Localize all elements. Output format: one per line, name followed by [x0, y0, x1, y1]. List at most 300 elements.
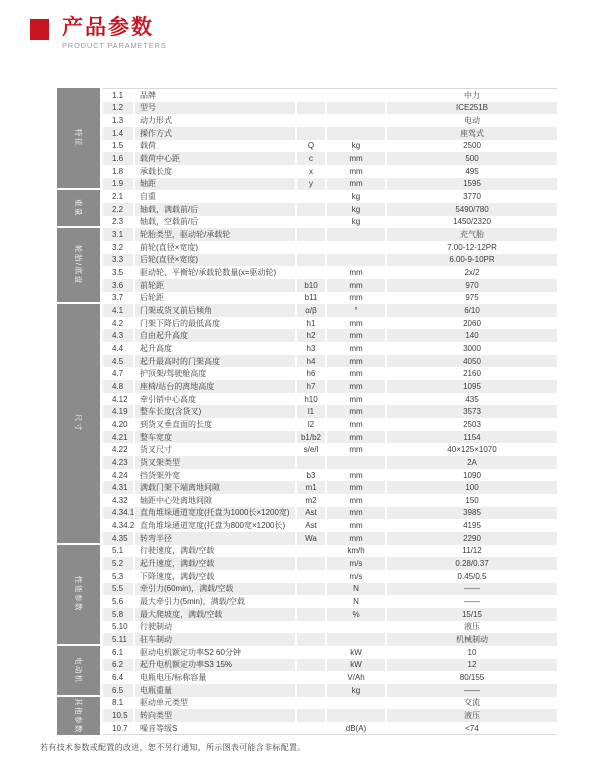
param-value: 3770 [463, 192, 481, 202]
section-rows [103, 190, 557, 228]
param-unit [327, 621, 385, 634]
param-value: 3985 [387, 507, 557, 520]
param-unit: mm [327, 380, 385, 393]
param-symbol: Ast [305, 521, 317, 531]
param-symbol: m2 [305, 495, 317, 505]
param-label: 门架下降后的最低高度 [140, 318, 220, 328]
table-row [103, 89, 557, 102]
param-label: 驱动单元类型 [140, 698, 188, 708]
param-value: 970 [387, 279, 557, 292]
param-unit: kg [327, 203, 385, 216]
param-unit: mm [349, 343, 363, 353]
param-value: 40×125×1070 [447, 445, 497, 455]
section-rows [103, 545, 557, 646]
table-row [103, 367, 557, 380]
section-sidebar [57, 304, 100, 544]
param-unit: % [327, 608, 385, 621]
param-label: 载荷 [140, 141, 156, 151]
param-symbol: h2 [297, 329, 325, 342]
param-unit: V/Ah [347, 673, 365, 683]
table-row [103, 114, 557, 127]
table-row [103, 190, 557, 203]
param-label: 行驶制动 [140, 622, 172, 632]
table-row [103, 241, 557, 254]
param-unit: mm [349, 166, 363, 176]
param-label: 动力形式 [140, 116, 172, 126]
row-number: 6.4 [112, 673, 124, 683]
param-unit [327, 697, 385, 710]
param-symbol: c [297, 152, 325, 165]
param-value: 4195 [463, 521, 481, 531]
param-unit: mm [327, 178, 385, 191]
row-number: 4.1 [103, 304, 133, 317]
table-row [103, 595, 557, 608]
section-label: 尺寸 [74, 414, 83, 433]
section-rows [103, 304, 557, 544]
table-row [103, 532, 557, 545]
row-number: 4.7 [112, 369, 124, 379]
param-label: 起升高度 [140, 343, 172, 353]
param-value: 6.00-9-10PR [387, 254, 557, 267]
section-rows [103, 228, 557, 304]
param-symbol [297, 671, 325, 684]
section-rows [103, 697, 557, 736]
section-sidebar [57, 228, 100, 304]
param-label: 牵引力(60min)，满载/空载 [135, 583, 295, 596]
row-number: 2.3 [112, 217, 124, 227]
param-value: 150 [465, 495, 479, 505]
table-section [57, 88, 557, 190]
param-label: 驻车制动 [135, 633, 295, 646]
param-label: 自重 [140, 192, 156, 202]
row-number: 1.9 [103, 178, 133, 191]
param-label: 直角堆垛通道宽度(托盘为1000长×1200宽) [135, 507, 295, 520]
table-row [103, 216, 557, 229]
param-symbol [297, 190, 325, 203]
header-text [62, 10, 167, 50]
param-unit: dB(A) [345, 723, 367, 733]
row-number: 4.35 [103, 532, 133, 545]
row-number: 5.2 [103, 557, 133, 570]
param-label: 前轮距 [135, 279, 295, 292]
table-row [103, 355, 557, 368]
param-unit: kW [350, 647, 362, 657]
row-number: 5.10 [112, 622, 128, 632]
param-unit: kW [327, 659, 385, 672]
param-value: 2060 [463, 318, 481, 328]
param-label: 起升最高时的门架高度 [135, 355, 295, 368]
row-number: 10.7 [112, 723, 128, 733]
param-label: 行驶速度，满载/空载 [140, 546, 215, 556]
param-value: ICE251B [387, 102, 557, 115]
param-symbol [297, 697, 325, 710]
table-row [103, 165, 557, 178]
param-value: 交流 [464, 698, 480, 708]
param-unit: mm [327, 279, 385, 292]
table-row [103, 152, 557, 165]
table-row [103, 469, 557, 482]
section-sidebar [57, 545, 100, 646]
param-unit [327, 254, 385, 267]
param-unit: mm [349, 495, 363, 505]
param-symbol [297, 254, 325, 267]
row-number: 1.4 [103, 127, 133, 140]
param-label: 挡货架外宽 [140, 470, 180, 480]
table-row [103, 519, 557, 532]
param-value: 机械制动 [387, 633, 557, 646]
row-number: 4.22 [112, 445, 128, 455]
param-symbol: h4 [297, 355, 325, 368]
param-value: 电动 [464, 116, 480, 126]
table-row [103, 659, 557, 672]
row-number: 4.12 [112, 394, 128, 404]
row-number: 4.23 [103, 456, 133, 469]
table-section [57, 228, 557, 304]
table-row [103, 443, 557, 456]
param-value: 10 [467, 647, 477, 657]
row-number: 5.8 [103, 608, 133, 621]
table-row [103, 621, 557, 634]
section-sidebar [57, 88, 100, 190]
param-label: 自由起升高度 [135, 329, 295, 342]
table-row [103, 405, 557, 418]
param-unit [327, 89, 385, 102]
page-header [30, 10, 167, 50]
table-row [103, 304, 557, 317]
row-number: 1.6 [103, 152, 133, 165]
row-number: 3.7 [112, 293, 124, 303]
param-value: 2290 [387, 532, 557, 545]
param-label: 轴距中心处离地间隙 [140, 495, 212, 505]
param-unit: mm [349, 268, 363, 278]
param-unit: mm [327, 405, 385, 418]
param-label: 电瓶重量 [135, 684, 295, 697]
row-number: 1.3 [112, 116, 124, 126]
param-unit: mm [349, 470, 363, 480]
param-unit [327, 228, 385, 241]
table-row [103, 709, 557, 722]
table-row [103, 178, 557, 191]
param-symbol [297, 456, 325, 469]
param-value: —— [387, 583, 557, 596]
param-label: 货叉尺寸 [140, 445, 172, 455]
param-unit [327, 114, 385, 127]
param-label: 起升速度，满载/空载 [135, 557, 295, 570]
param-symbol [297, 621, 325, 634]
section-label: 重量 [74, 199, 83, 218]
param-label: 转向类型 [135, 709, 295, 722]
row-number: 4.5 [103, 355, 133, 368]
section-sidebar-block [57, 228, 100, 302]
param-unit: mm [349, 394, 363, 404]
row-number: 4.4 [112, 343, 124, 353]
row-number: 3.5 [112, 268, 124, 278]
param-label: 座椅/站台的离地高度 [135, 380, 295, 393]
param-value: —— [464, 597, 480, 607]
param-symbol [297, 595, 325, 608]
row-number: 4.34.2 [112, 521, 135, 531]
row-number: 6.5 [103, 684, 133, 697]
table-row [103, 329, 557, 342]
brand-red-square [30, 19, 49, 40]
param-label: 噪音等级S [140, 723, 178, 733]
param-value: 11/12 [462, 546, 482, 556]
table-row [103, 254, 557, 267]
param-value: <74 [465, 723, 479, 733]
param-unit [327, 102, 385, 115]
param-value: 80/155 [459, 673, 485, 683]
param-value: 1090 [463, 470, 481, 480]
param-value: 液压 [464, 622, 480, 632]
param-symbol [297, 127, 325, 140]
section-sidebar-block [57, 304, 100, 542]
param-unit: m/s [349, 571, 363, 581]
param-label: 轴载，满载前/后 [135, 203, 295, 216]
param-symbol: α/β [297, 304, 325, 317]
param-value: 7.00-12-12PR [447, 242, 497, 252]
table-row [103, 494, 557, 507]
param-unit: kg [351, 141, 361, 151]
row-number: 4.34.1 [103, 507, 133, 520]
param-unit: mm [327, 532, 385, 545]
param-symbol [297, 114, 325, 127]
param-value: 140 [387, 329, 557, 342]
param-label: 品牌 [140, 90, 156, 100]
param-symbol [297, 570, 325, 583]
param-label: 后轮距 [140, 293, 164, 303]
param-label: 货叉架类型 [135, 456, 295, 469]
row-number: 2.1 [112, 192, 124, 202]
row-number: 4.3 [103, 329, 133, 342]
param-unit: mm [349, 521, 363, 531]
param-value: 4050 [387, 355, 557, 368]
param-label: 起升电机额定功率S3 15% [135, 659, 295, 672]
table-row [103, 228, 557, 241]
row-number: 4.32 [112, 495, 128, 505]
table-row [103, 317, 557, 330]
param-unit: mm [349, 293, 363, 303]
param-symbol [297, 722, 325, 735]
section-rows [103, 88, 557, 190]
row-number: 4.21 [103, 431, 133, 444]
param-symbol [297, 608, 325, 621]
param-value: 1154 [387, 431, 557, 444]
table-row [103, 266, 557, 279]
table-row [103, 342, 557, 355]
table-row [103, 583, 557, 596]
param-label: 转弯半径 [135, 532, 295, 545]
table-row [103, 633, 557, 646]
table-row [103, 608, 557, 621]
param-symbol [297, 709, 325, 722]
table-row [103, 481, 557, 494]
row-number: 4.31 [103, 481, 133, 494]
param-label: 整车长度(含货叉) [135, 405, 295, 418]
param-value: 100 [387, 481, 557, 494]
section-sidebar-block [57, 646, 100, 695]
row-number: 1.5 [112, 141, 124, 151]
param-label: 载荷中心距 [135, 152, 295, 165]
table-row [103, 557, 557, 570]
table-row [103, 102, 557, 115]
param-label: 到货叉垂直面的长度 [140, 419, 212, 429]
table-row [103, 507, 557, 520]
row-number: 3.2 [112, 242, 124, 252]
table-row [103, 279, 557, 292]
param-symbol: Q [307, 141, 315, 151]
param-symbol [297, 241, 325, 254]
param-unit: mm [327, 152, 385, 165]
section-sidebar [57, 190, 100, 228]
param-value: 3000 [463, 343, 481, 353]
row-number: 3.1 [103, 228, 133, 241]
param-value: 2500 [463, 141, 481, 151]
param-label: 下降速度，满载/空载 [140, 571, 215, 581]
param-symbol: b11 [304, 293, 318, 303]
row-number: 4.20 [112, 419, 128, 429]
table-row [103, 671, 557, 684]
param-unit: mm [349, 318, 363, 328]
table-row [103, 380, 557, 393]
row-number: 4.24 [112, 470, 128, 480]
param-value: 中力 [464, 90, 480, 100]
param-symbol: y [297, 178, 325, 191]
param-label: 门架或货叉前后倾角 [135, 304, 295, 317]
row-number: 5.1 [112, 546, 124, 556]
row-number: 10.5 [103, 709, 133, 722]
page-title: 产品参数 [62, 16, 154, 39]
param-unit: mm [327, 355, 385, 368]
table-row [103, 456, 557, 469]
param-label: 直角堆垛通道宽度(托盘为800宽×1200长) [140, 521, 286, 531]
param-unit: mm [327, 507, 385, 520]
param-symbol: Wa [297, 532, 325, 545]
param-symbol: h3 [306, 343, 316, 353]
param-symbol [297, 557, 325, 570]
table-row [103, 646, 557, 659]
section-label: 其他参数 [74, 697, 83, 734]
row-number: 1.1 [112, 90, 124, 100]
row-number: 8.1 [112, 698, 124, 708]
param-symbol [297, 545, 325, 558]
param-value: 1595 [387, 178, 557, 191]
param-value: 1450/2320 [453, 217, 491, 227]
param-value: 2A [387, 456, 557, 469]
table-row [103, 684, 557, 697]
param-symbol [297, 646, 325, 659]
table-row [103, 570, 557, 583]
param-unit: kg [351, 217, 361, 227]
table-row [103, 722, 557, 735]
section-rows [103, 646, 557, 697]
param-value: 2503 [463, 419, 481, 429]
row-number: 4.2 [112, 318, 124, 328]
section-label: 轮胎/底盘 [74, 245, 83, 285]
table-section [57, 190, 557, 228]
row-number: 1.8 [112, 166, 124, 176]
param-symbol: m1 [297, 481, 325, 494]
param-value: 500 [387, 152, 557, 165]
param-value: 2x/2 [464, 268, 480, 278]
param-label: 后轮(直径×宽度) [135, 254, 295, 267]
param-unit: mm [349, 369, 363, 379]
row-number: 5.6 [112, 597, 124, 607]
param-symbol [297, 228, 325, 241]
param-unit [327, 127, 385, 140]
param-value: 座驾式 [387, 127, 557, 140]
table-section [57, 697, 557, 736]
param-label: 驱动电机额定功率S2 60分钟 [140, 647, 241, 657]
param-symbol: b3 [306, 470, 316, 480]
param-value: 495 [465, 166, 479, 176]
table-section [57, 646, 557, 697]
param-unit [327, 456, 385, 469]
param-label: 最大爬坡度，满载/空载 [135, 608, 295, 621]
param-unit: kg [327, 684, 385, 697]
param-symbol: l2 [307, 419, 315, 429]
param-unit: mm [327, 329, 385, 342]
row-number: 1.2 [103, 102, 133, 115]
table-row [103, 431, 557, 444]
param-label: 轴载，空载前/后 [140, 217, 199, 227]
param-symbol [297, 659, 325, 672]
table-row [103, 292, 557, 305]
section-label: 性能参数 [74, 576, 83, 613]
param-label: 整车宽度 [135, 431, 295, 444]
row-number: 2.2 [103, 203, 133, 216]
param-unit: N [353, 597, 359, 607]
footer-note: 若有技术参数或配置的改进，恕不另行通知，所示图表可能含非标配置。 [40, 743, 306, 752]
param-unit: m/s [327, 557, 385, 570]
param-symbol: l1 [297, 405, 325, 418]
table-section [57, 545, 557, 646]
param-symbol [297, 89, 325, 102]
param-unit: mm [349, 445, 363, 455]
param-label: 驱动轮、平衡轮/承载轮数量(x=驱动轮) [140, 268, 277, 278]
param-symbol: b1/b2 [297, 431, 325, 444]
param-label: 电瓶电压/标称容量 [140, 673, 207, 683]
param-symbol: b10 [297, 279, 325, 292]
param-symbol [297, 684, 325, 697]
table-section [57, 304, 557, 544]
section-sidebar [57, 697, 100, 736]
row-number: 4.19 [103, 405, 133, 418]
table-row [103, 697, 557, 710]
param-label: 牵引销中心高度 [140, 394, 196, 404]
parameters-table [57, 88, 557, 735]
param-unit: mm [327, 481, 385, 494]
param-value: 0.45/0.5 [457, 571, 487, 581]
param-label: 承载长度 [140, 166, 172, 176]
param-symbol [297, 216, 325, 229]
param-symbol: h10 [304, 394, 318, 404]
param-unit: ° [327, 304, 385, 317]
param-unit [327, 241, 385, 254]
section-label: 电动机 [74, 656, 83, 684]
param-unit: km/h [347, 546, 365, 556]
param-symbol: s/e/l [303, 445, 319, 455]
row-number: 5.11 [103, 633, 133, 646]
table-row [103, 545, 557, 558]
param-label: 护顶架/驾驶舱高度 [140, 369, 207, 379]
param-unit: kg [351, 192, 361, 202]
section-label: 特征 [74, 129, 83, 148]
param-unit [327, 633, 385, 646]
param-symbol [297, 266, 325, 279]
param-label: 操作方式 [135, 127, 295, 140]
param-symbol [297, 633, 325, 646]
param-label: 最大牵引力(5min)，满载/空载 [140, 597, 245, 607]
